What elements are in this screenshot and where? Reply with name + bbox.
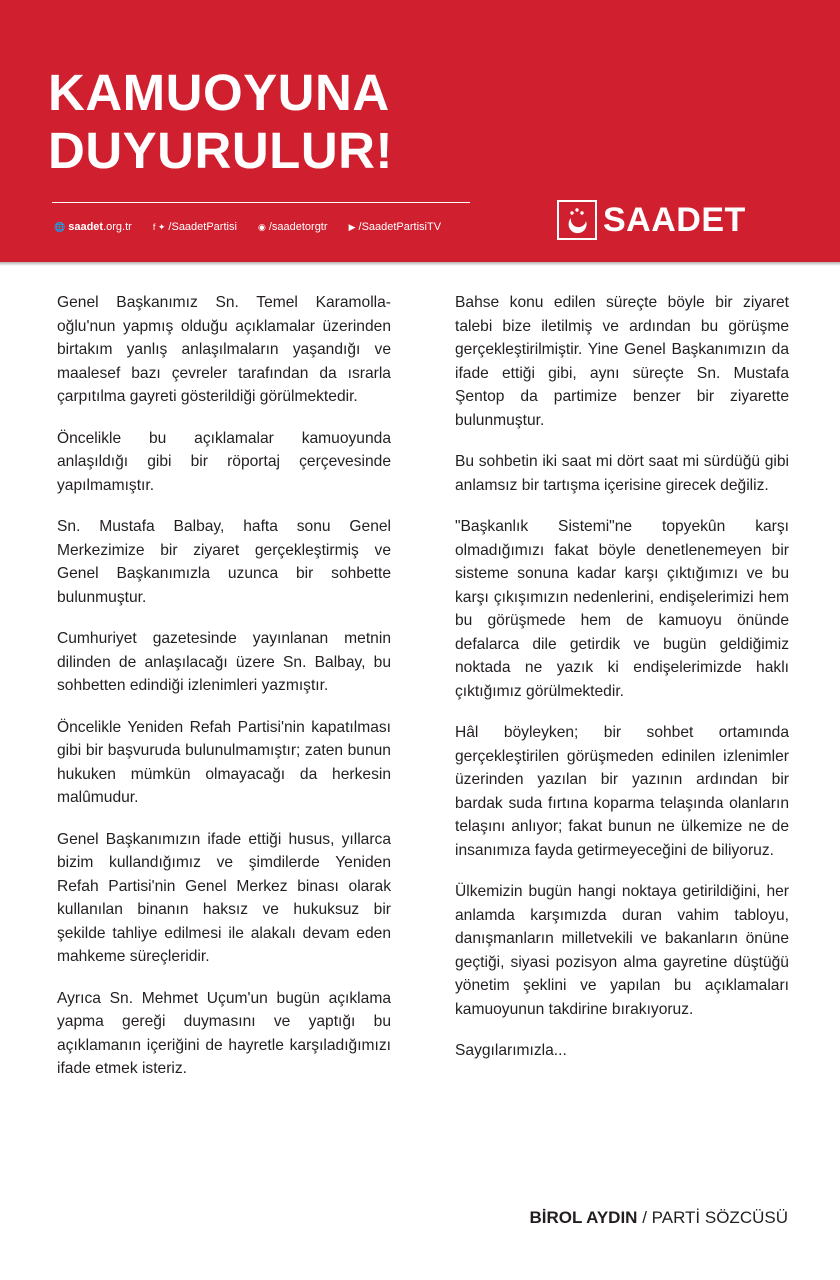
right-column (455, 291, 789, 1081)
paragraph: Genel Başkanımızın ifade ettiği husus, yıllarca bizim kullandığımız ve şimdilerde Yeniden Refah Partisi'nin Genel Merkez binası olarak kullanılan binanın haksız ve hukuksuz bir şekilde tahliye edilmesi ile alakalı devam eden mahkeme süreçleridir. (57, 830, 391, 965)
paragraph: Ülkemizin bugün hangi noktaya getirildiğini, her anlamda karşımızda duran vahim tabloyu, danışmanların milletvekili ve bakanların önüne geçtiği, siyasi pozisyon alma gayretine düştüğü yönetim şeklini ve yapılan bu açıklamaları kamuoyunun takdirine bırakıyoruz. (455, 883, 789, 1018)
website-domain-bold: saadet (68, 221, 104, 233)
website-domain-rest: .org.tr (103, 221, 132, 233)
closing-line: Saygılarımızla... (455, 1042, 567, 1059)
instagram-link[interactable] (258, 221, 328, 233)
instagram-handle: /saadetorgtr (268, 221, 328, 233)
facebook-twitter-link[interactable] (153, 221, 237, 233)
signer-name: BİROL AYDIN (529, 1208, 638, 1227)
instagram-icon: ◉ (257, 222, 266, 232)
logo-text: SAADET (603, 200, 746, 239)
website-link[interactable] (54, 221, 132, 233)
signer-role: PARTİ SÖZCÜSÜ (651, 1208, 788, 1227)
paragraph: Cumhuriyet gazetesinde yayınlanan metnin dilinden de anlaşılacağı üzere Sn. Balbay, bu sohbetten edindiği izlenimleri yazmıştır. (57, 630, 391, 694)
paragraph: Bu sohbetin iki saat mi dört saat mi sürdüğü gibi anlamsız bir tartışma içerisine girecek değiliz. (455, 453, 789, 494)
title-line-1: KAMUOYUNA (48, 64, 390, 121)
paragraph: Genel Başkanımız Sn. Temel Karamolla-oğlu'nun yapmış olduğu açıklamalar üzerinden birtakım yanlış anlaşılmaların yaşandığı ve maalesef bazı çevreler tarafından da ısrarla çarpıtılma gayreti gösterildiği görülmektedir. (57, 294, 391, 405)
paragraph: Öncelikle Yeniden Refah Partisi'nin kapatılması gibi bir başvuruda bulunulmamıştır; zaten bunun hukuken mümkün olmayacağı da herkesin malûmudur. (57, 718, 391, 806)
youtube-handle: /SaadetPartisiTV (358, 221, 442, 233)
title-line-2: DUYURULUR! (48, 122, 393, 179)
facebook-twitter-icon: f ✦ (152, 222, 166, 232)
paragraph: Hâl böyleyken; bir sohbet ortamında gerçekleştirilen görüşmeden edinilen izlenimler üzerinden yazılan bir yazının ardından bir bardak suda fırtına koparma telaşında olanların telaşını anlıyor; fakat bunun ne ülkemize ne de insanımıza fayda getirmeyeceğini de biliyoruz. (455, 724, 789, 859)
youtube-icon: ▶ (348, 222, 356, 232)
globe-icon: 🌐 (54, 222, 66, 232)
paragraph: Ayrıca Sn. Mehmet Uçum'un bugün açıklama yapma gereği duymasını ve yaptığı bu açıklamanın içeriğini de hayretle karşıladığımızı ifade etmek isteriz. (57, 989, 391, 1077)
party-logo (557, 197, 746, 243)
paragraph: "Başkanlık Sistemi"ne topyekûn karşı olmadığımızı fakat böyle denetlenemeyen bir sisteme sonuna kadar karşı çıktığımızı ve bu karşı çıkışımızın nedenlerini, endişelerimizi hem bu görüşmede hem de kamuoyu önünde defalarca dile getirdik ve bugün geldiğimiz noktada ne yazık ki endişelerimizde haklı çıktığımız görülmektedir. (455, 518, 789, 700)
signature (529, 1208, 788, 1228)
paragraph: Sn. Mustafa Balbay, hafta sonu Genel Merkezimize bir ziyaret gerçekleştirmiş ve Genel Başkanımızla uzunca bir sohbette bulunmuştur. (57, 518, 391, 606)
social-handle: /SaadetPartisi (168, 221, 237, 233)
page-title (48, 64, 393, 180)
crescent-stars-icon (557, 200, 597, 240)
social-links (54, 221, 459, 233)
header-shadow (0, 262, 840, 266)
header-divider (52, 202, 470, 203)
paragraph: Bahse konu edilen süreçte böyle bir ziyaret talebi bize iletilmiş ve ardından bu görüşme gerçekleştirilmiştir. Yine Genel Başkanımızın da ifade ettiği gibi, aynı süreçte Sn. Mustafa Şentop da partimize benzer bir ziyarette bulunmuştur. (455, 294, 789, 429)
header-banner (0, 0, 840, 262)
signature-separator: / (642, 1208, 647, 1227)
left-column (57, 291, 391, 1099)
paragraph: Öncelikle bu açıklamalar kamuoyunda anlaşıldığı gibi bir röportaj çerçevesinde yapılmamıştır. (57, 429, 391, 494)
youtube-link[interactable] (349, 221, 441, 233)
